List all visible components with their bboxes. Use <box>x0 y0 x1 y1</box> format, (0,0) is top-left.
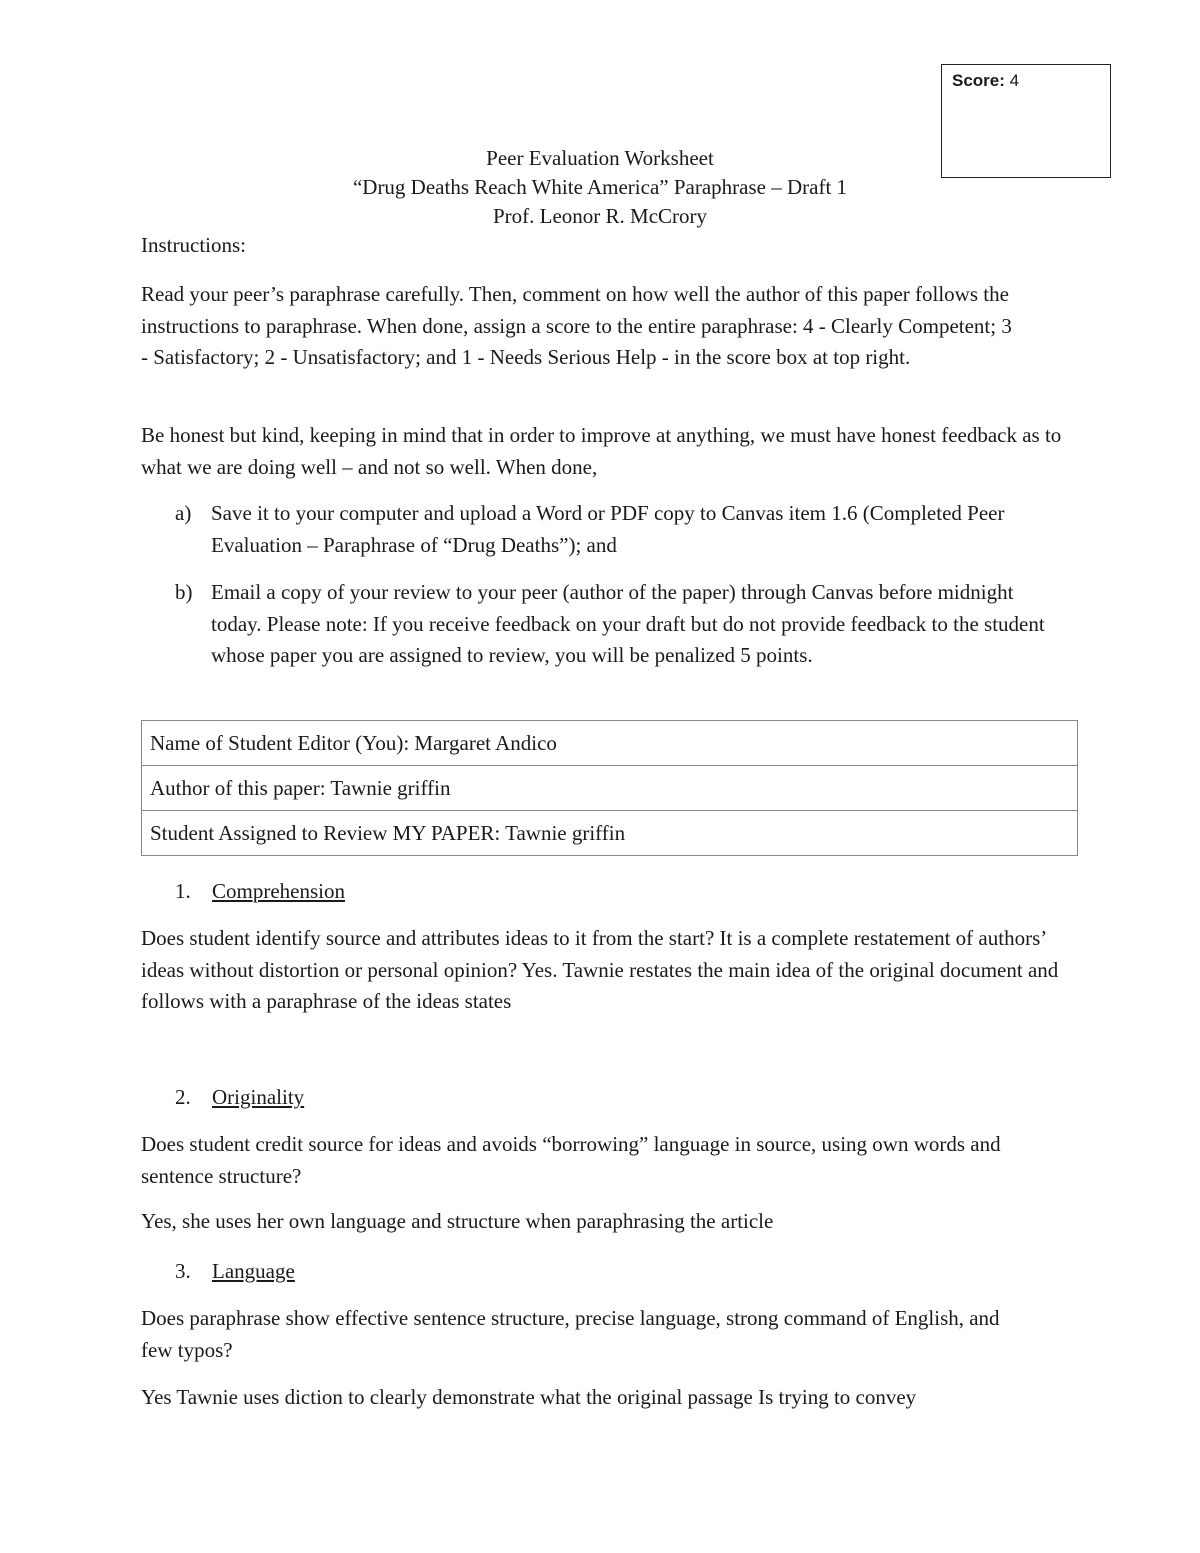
section-language-answer: Yes Tawnie uses diction to clearly demonstrate what the original passage Is trying to convey <box>141 1385 917 1409</box>
document-subtitle: “Drug Deaths Reach White America” Paraphrase – Draft 1 <box>352 175 848 199</box>
document-header <box>0 144 1200 231</box>
section-number: 1. <box>175 879 191 903</box>
section-language-question: Does paraphrase show effective sentence structure, precise language, strong command of English, and few typos? <box>141 1306 1000 1362</box>
student-info-table <box>141 720 1078 856</box>
instruction-step-a <box>141 498 1066 561</box>
section-comprehension-question: Does student identify source and attributes ideas to it from the start? It is a complete restatement of authors’ ideas without distortion or personal opinion? Yes. Tawnie restates the main idea of the original document and follows with a paraphrase of the ideas states <box>141 926 1059 1013</box>
step-text: Save it to your computer and upload a Word or PDF copy to Canvas item 1.6 (Completed Peer Evaluation – Paraphrase of “Drug Deaths”); and <box>211 501 1005 557</box>
section-title: Language <box>212 1259 295 1283</box>
student-editor-cell: Name of Student Editor (You): Margaret Andico <box>142 721 1078 766</box>
instruction-step-b <box>141 577 1066 672</box>
table-row <box>142 766 1078 811</box>
step-text: Email a copy of your review to your peer (author of the paper) through Canvas before midnight today. Please note: If you receive feedback on your draft but do not provide feedback to the student whose paper you are assigned to review, you will be penalized 5 points. <box>211 580 1045 667</box>
table-row <box>142 721 1078 766</box>
instructions-paragraph-2: Be honest but kind, keeping in mind that in order to improve at anything, we must have honest feedback as to what we are doing well – and not so well. When done, <box>141 423 1062 479</box>
step-marker: a) <box>175 501 192 525</box>
section-originality-question: Does student credit source for ideas and avoids “borrowing” language in source, using own words and sentence structure? <box>141 1132 1001 1188</box>
author-cell: Author of this paper: Tawnie griffin <box>142 766 1078 811</box>
instructions-paragraph-1: Read your peer’s paraphrase carefully. Then, comment on how well the author of this paper follows the instructions to paraphrase. When done, assign a score to the entire paraphrase: 4 - Clearly Competent; 3 - Satisfactory; 2 - Unsatisfactory; and 1 - Needs Serious Help - in the score box at top right. <box>141 282 1012 369</box>
table-row <box>142 811 1078 856</box>
section-number: 2. <box>175 1085 191 1109</box>
section-title: Originality <box>212 1085 305 1109</box>
professor-name: Prof. Leonor R. McCrory <box>492 204 708 228</box>
document-title: Peer Evaluation Worksheet <box>486 146 714 170</box>
score-label: Score: <box>952 71 1005 90</box>
section-originality-answer: Yes, she uses her own language and structure when paraphrasing the article <box>141 1209 774 1233</box>
section-number: 3. <box>175 1259 191 1283</box>
instructions-heading: Instructions: <box>141 233 246 257</box>
reviewer-cell: Student Assigned to Review MY PAPER: Tawnie griffin <box>142 811 1078 856</box>
score-value: 4 <box>1009 71 1020 90</box>
step-marker: b) <box>175 580 193 604</box>
section-title: Comprehension <box>212 879 345 903</box>
